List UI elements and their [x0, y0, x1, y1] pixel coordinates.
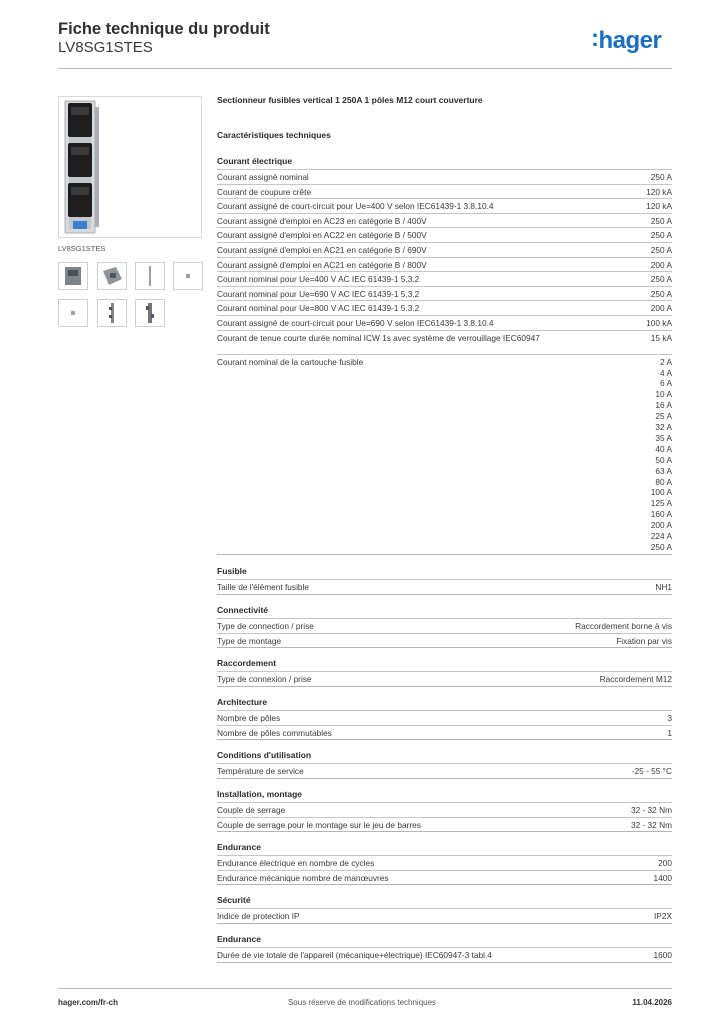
- spec-value: 100 kA: [646, 318, 672, 328]
- spec-label: Courant nominal pour Ue=800 V AC IEC 61439-1 5.3.2: [217, 303, 420, 314]
- spec-label: Type de connexion / prise: [217, 674, 312, 684]
- section-divider: [217, 594, 672, 595]
- footer-disclaimer: Sous réserve de modifications techniques: [287, 998, 437, 1007]
- spec-value: 16 A: [655, 400, 672, 411]
- spec-label: Type de montage: [217, 635, 282, 646]
- spec-value: 120 kA: [646, 201, 672, 212]
- spec-value: 1400: [653, 872, 672, 883]
- tech-characteristics-heading: Caractéristiques techniques: [217, 130, 331, 140]
- section-title: Courant électrique: [217, 156, 293, 166]
- spec-value: 40 A: [655, 443, 672, 454]
- spec-value: 125 A: [650, 498, 672, 509]
- spec-value: Raccordement M12: [599, 674, 672, 684]
- section-title: Endurance: [217, 934, 261, 944]
- spec-value: 200 A: [650, 520, 672, 531]
- spec-row: [217, 671, 672, 687]
- spec-value: 32 - 32 Nm: [630, 819, 672, 830]
- spec-value: Raccordement borne à vis: [575, 621, 672, 631]
- spec-label: Durée de vie totale de l'appareil (mécanique+électrique) IEC60947-3 tabl.4: [217, 950, 492, 960]
- footer-divider: [58, 988, 672, 989]
- spec-value: 32 A: [655, 422, 672, 433]
- header-divider: [58, 68, 672, 69]
- spec-row: [217, 184, 672, 200]
- spec-value: 80 A: [655, 476, 672, 487]
- spec-label: Courant nominal de la cartouche fusible: [217, 356, 364, 367]
- spec-label: Courant assigné d'emploi en AC23 en catégorie B / 400V: [217, 215, 427, 226]
- spec-value: 1600: [653, 950, 672, 960]
- spec-value: 120 kA: [646, 186, 672, 197]
- spec-value: 224 A: [650, 531, 672, 542]
- spec-value: 250 A: [650, 230, 672, 241]
- spec-value: 32 - 32 Nm: [630, 805, 672, 815]
- spec-value: 4 A: [660, 367, 672, 378]
- spec-value: -25 - 55 °C: [631, 766, 672, 776]
- section-title: Architecture: [217, 697, 268, 707]
- spec-label: Courant assigné d'emploi en AC21 en catégorie B / 800V: [217, 259, 427, 270]
- spec-row: [217, 908, 672, 924]
- section-divider: [217, 554, 672, 555]
- section-title: Conditions d'utilisation: [217, 750, 312, 760]
- thumbnail-side-view[interactable]: [135, 262, 165, 290]
- spec-label: Courant assigné de court-circuit pour Ue=690 V selon IEC61439-1 3.8.10.4: [217, 318, 494, 328]
- section-divider: [217, 923, 672, 924]
- spec-label: Couple de serrage: [217, 805, 286, 815]
- section-divider: [217, 962, 672, 963]
- spec-row: [217, 169, 672, 185]
- spec-value: IP2X: [654, 911, 672, 921]
- spec-value: 250 A: [650, 172, 672, 182]
- spec-row: [217, 947, 672, 963]
- section-divider: [217, 686, 672, 687]
- spec-row: [217, 257, 672, 273]
- spec-value: 6 A: [660, 378, 672, 389]
- thumbnail-detail-2[interactable]: [97, 299, 127, 327]
- spec-label: Courant de coupure crête: [217, 186, 312, 197]
- footer-website[interactable]: hager.com/fr-ch: [58, 998, 119, 1007]
- spec-label: Courant de tenue courte durée nominal ICW 1s avec système de verrouillage IEC60947: [217, 332, 540, 343]
- spec-label: Endurance électrique en nombre de cycles: [217, 858, 375, 868]
- spec-value: 250 A: [650, 245, 672, 255]
- section-title: Endurance: [217, 842, 261, 852]
- spec-label: Taille de l'élément fusible: [217, 582, 309, 592]
- spec-row: [217, 763, 672, 779]
- section-title: Installation, montage: [217, 789, 303, 799]
- section-title: Raccordement: [217, 658, 277, 668]
- spec-label: Indice de protection IP: [217, 911, 300, 921]
- spec-row: [217, 271, 672, 287]
- section-divider: [217, 831, 672, 832]
- spec-value: 250 A: [650, 288, 672, 299]
- spec-value: 250 A: [650, 215, 672, 226]
- spec-label: Courant assigné de court-circuit pour Ue=400 V selon IEC61439-1 3.8.10.4: [217, 201, 494, 212]
- spec-value: 25 A: [655, 411, 672, 422]
- spec-value: 10 A: [655, 389, 672, 400]
- spec-label: Nombre de pôles: [217, 713, 281, 723]
- spec-label: Courant nominal pour Ue=690 V AC IEC 61439-1 5.3.2: [217, 288, 420, 299]
- spec-value-list: [651, 357, 672, 553]
- spec-value: 15 kA: [650, 332, 672, 343]
- spec-row: [217, 300, 672, 316]
- thumbnail-detail-1[interactable]: [58, 299, 88, 327]
- spec-value: 200: [658, 858, 672, 868]
- section-title: Connectivité: [217, 605, 269, 615]
- spec-label: Type de connection / prise: [217, 621, 314, 631]
- spec-value: Fixation par vis: [616, 635, 672, 646]
- spec-row: [217, 579, 672, 595]
- spec-value: 35 A: [655, 432, 672, 443]
- spec-row: [217, 710, 672, 726]
- spec-value: 160 A: [650, 509, 672, 520]
- thumbnail-angle-view[interactable]: [97, 262, 127, 290]
- spec-label: Courant nominal pour Ue=400 V AC IEC 61439-1 5.3.2: [217, 274, 420, 285]
- thumbnail-detail-3[interactable]: [135, 299, 165, 327]
- spec-row: [217, 870, 672, 886]
- spec-row: [217, 315, 672, 331]
- section-title: Sécurité: [217, 895, 251, 905]
- hager-logo: :hager: [591, 25, 662, 54]
- section-divider: [217, 778, 672, 779]
- image-caption: LV8SG1STES: [58, 244, 106, 253]
- spec-row: [217, 817, 672, 833]
- spec-label: Courant assigné d'emploi en AC22 en catégorie B / 500V: [217, 230, 427, 241]
- spec-value: 250 A: [650, 274, 672, 285]
- spec-label: Température de service: [217, 766, 304, 776]
- spec-value: 200 A: [650, 303, 672, 314]
- thumbnail-dimension[interactable]: [173, 262, 203, 290]
- spec-value: 100 A: [650, 487, 672, 498]
- section-divider: [217, 647, 672, 648]
- spec-row: [217, 802, 672, 818]
- spec-value: 2 A: [660, 356, 672, 367]
- spec-row: [217, 213, 672, 229]
- spec-row: [217, 633, 672, 649]
- spec-value: 50 A: [655, 454, 672, 465]
- spec-label: Courant assigné d'emploi en AC21 en catégorie B / 690V: [217, 245, 427, 255]
- spec-label: Nombre de pôles commutables: [217, 727, 332, 738]
- product-image: [58, 96, 202, 238]
- spec-row: [217, 242, 672, 258]
- section-divider: [217, 884, 672, 885]
- product-reference: LV8SG1STES: [58, 39, 153, 56]
- spec-value: 3: [667, 713, 672, 723]
- spec-row: [217, 330, 672, 355]
- spec-value: 200 A: [650, 259, 672, 270]
- spec-value: NH1: [655, 582, 672, 592]
- spec-row: [217, 198, 672, 214]
- spec-row: [217, 227, 672, 243]
- spec-row: [217, 354, 672, 555]
- spec-row: [217, 618, 672, 634]
- spec-row: [217, 725, 672, 741]
- section-divider: [217, 739, 672, 740]
- spec-row: [217, 286, 672, 302]
- spec-label: Couple de serrage pour le montage sur le jeu de barres: [217, 819, 421, 830]
- spec-value: 250 A: [650, 542, 672, 552]
- spec-label: Endurance mécanique nombre de manœuvres: [217, 872, 389, 883]
- footer-date: 11.04.2026: [632, 998, 672, 1007]
- spec-label: Courant assigné nominal: [217, 172, 309, 182]
- section-title: Fusible: [217, 566, 247, 576]
- thumbnail-front-view[interactable]: [58, 262, 88, 290]
- spec-value: 63 A: [655, 465, 672, 476]
- product-description: Sectionneur fusibles vertical 1 250A 1 pôles M12 court couverture: [217, 95, 483, 105]
- page-title: Fiche technique du produit: [58, 20, 270, 38]
- spec-row: [217, 855, 672, 871]
- spec-value: 1: [667, 727, 672, 738]
